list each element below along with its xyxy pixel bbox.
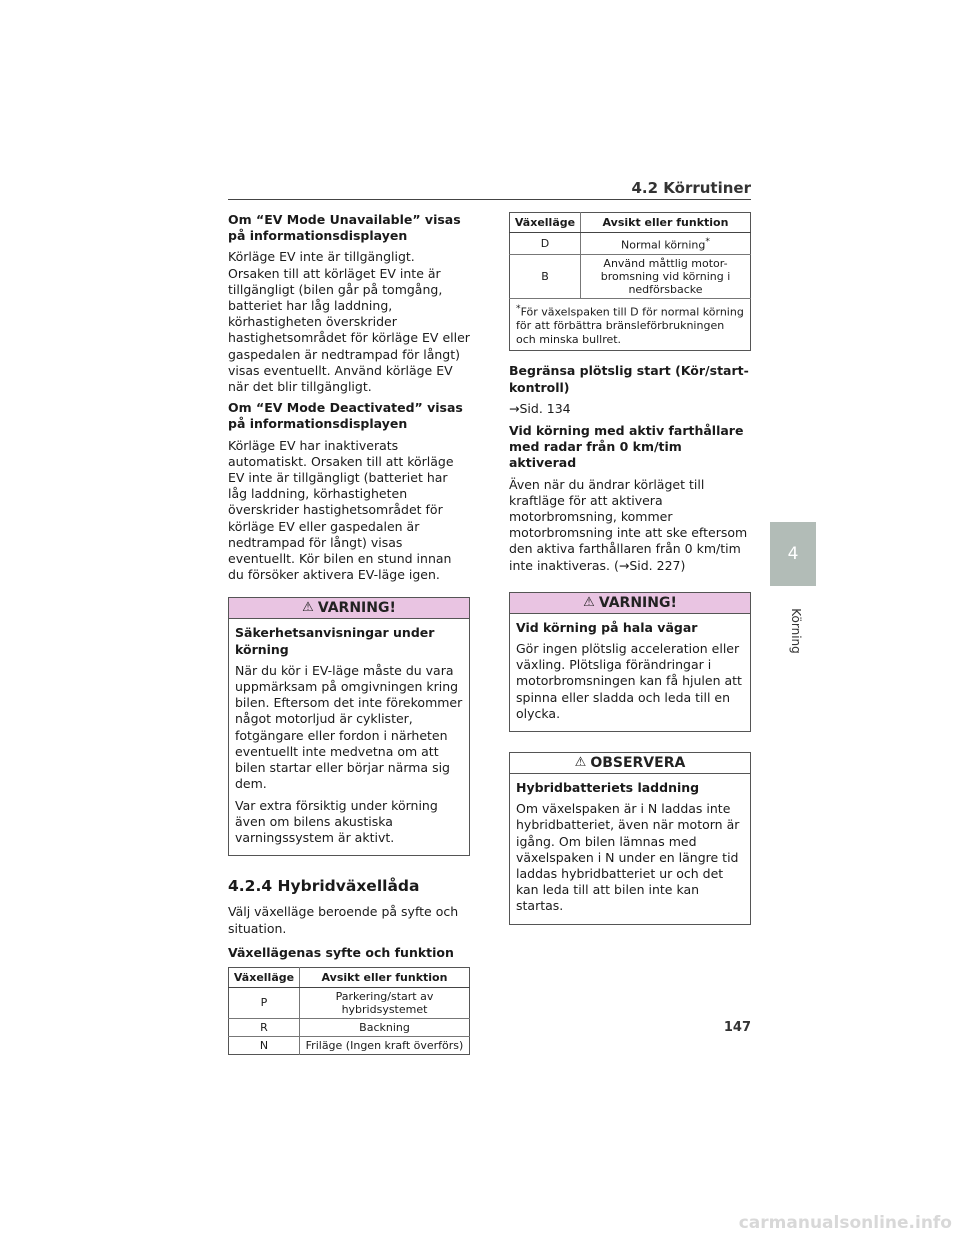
- warning-title: Vid körning på hala vägar: [516, 619, 698, 635]
- cruise-control-text: Även när du ändrar körläget till kraftläge för att aktivera motorbromsning, kommer motorbromsning inte att ske eftersom den aktiva farthållaren från 0 km/tim inte inaktiveras. (→Sid. 227): [509, 476, 748, 573]
- table-footnote: [510, 298, 751, 351]
- watermark: carmanualsonline.info: [738, 1213, 952, 1233]
- chapter-label: Körning: [789, 608, 803, 654]
- warning-header: [510, 593, 750, 614]
- table-row: [229, 1018, 470, 1036]
- sudden-start-heading: Begränsa plötslig start (Kör/start-kontroll): [509, 363, 749, 395]
- section-heading-hybrid-transmission: 4.2.4 Hybridväxellåda: [228, 877, 420, 896]
- warning-text-2: Var extra försiktig under körning även om bilens akustiska varningssystem är aktivt.: [235, 797, 438, 845]
- warning-label: VARNING!: [317, 600, 396, 617]
- gear-mode-cell: P: [229, 987, 300, 1018]
- warning-triangle-icon: ⚠: [302, 600, 314, 616]
- section-title: 4.2 Körrutiner: [631, 179, 751, 197]
- gear-function-text: Normal körning: [621, 238, 706, 252]
- notice-triangle-icon: ⚠: [574, 754, 587, 770]
- warning-label: VARNING!: [598, 594, 677, 611]
- table-row: [510, 254, 751, 298]
- footnote-marker: *: [705, 236, 710, 247]
- gear-function-cell: Backning: [300, 1018, 470, 1036]
- table-header-function: Avsikt eller funktion: [581, 213, 751, 233]
- gear-function-cell: Använd måttlig motor-bromsning vid körning i nedförsbacke: [581, 254, 751, 298]
- chapter-number: 4: [787, 543, 799, 564]
- footnote-text: För växelspaken till D för normal körning för att förbättra bränsleförbrukningen och minska bullret.: [516, 305, 744, 347]
- notice-text: Om växelspaken är i N laddas inte hybridbatteriet, även när motorn är igång. Om bilen lämnas med växelspaken i N under en längre tid laddas hybridbatteriet ur och det kan leda till att bilen inte kan startas.: [516, 801, 740, 914]
- gear-mode-cell: D: [510, 233, 581, 255]
- notice-title: Hybridbatteriets laddning: [516, 779, 700, 795]
- right-column: [509, 212, 751, 925]
- warning-text: Gör ingen plötslig acceleration eller växling. Plötsliga förändringar i motorbromsningen kan få hjulen att spinna eller sladda och leda till en olycka.: [516, 640, 742, 721]
- gear-mode-cell: N: [229, 1036, 300, 1054]
- warning-box-slippery: [509, 592, 751, 732]
- gear-table-left: [228, 967, 470, 1055]
- gear-mode-cell: R: [229, 1018, 300, 1036]
- gear-function-cell: Friläge (Ingen kraft överförs): [300, 1036, 470, 1054]
- gear-table-right: [509, 212, 751, 351]
- cruise-control-heading: Vid körning med aktiv farthållare med radar från 0 km/tim aktiverad: [509, 422, 744, 471]
- table-header-mode: Växelläge: [510, 213, 581, 233]
- transmission-intro: Välj växelläge beroende på syfte och situation.: [228, 904, 459, 936]
- ev-unavailable-text: Körläge EV inte är tillgängligt. Orsaken till att körläget EV inte är tillgängligt (bilen går på tomgång, batteriet har låg laddning, körhastigheten överskrider hastighetsområdet för körläge EV eller gaspedalen är nedtrampad för långt) visas eventuellt. Använd körläge EV när det blir tillgängligt.: [228, 249, 470, 395]
- table-row: [229, 1036, 470, 1054]
- gear-function-cell: [581, 233, 751, 255]
- warning-title: Säkerhetsanvisningar under körning: [235, 625, 435, 657]
- ev-unavailable-heading: Om “EV Mode Unavailable” visas på informationsdisplayen: [228, 212, 461, 244]
- gear-mode-cell: B: [510, 254, 581, 298]
- header-divider: [228, 199, 751, 200]
- table-footnote-row: [510, 298, 751, 351]
- ev-deactivated-text: Körläge EV har inaktiverats automatiskt. Orsaken till att körläge EV inte är tillgängligt (batteriet har låg laddning, körhastigheten överskrider hastighetsområdet för körläge EV eller gaspedalen är nedtrampad för långt) visas eventuellt. Kör bilen en stund innan du försöker aktivera EV-läge igen.: [228, 437, 454, 583]
- notice-label: OBSERVERA: [590, 754, 686, 771]
- notice-box-battery: [509, 752, 751, 925]
- warning-header: [229, 598, 469, 619]
- warning-text-1: När du kör i EV-läge måste du vara uppmärksam på omgivningen kring bilen. Eftersom det inte förekommer något motorljud är cyklister, fotgängare eller fordon i närheten eventuellt inte medvetna om att bilen startar eller börjar närma sig dem.: [235, 662, 463, 792]
- warning-triangle-icon: ⚠: [583, 594, 595, 610]
- footnote-marker: *: [516, 302, 521, 314]
- table-header-function: Avsikt eller funktion: [300, 967, 470, 987]
- ev-deactivated-heading: Om “EV Mode Deactivated” visas på informationsdisplayen: [228, 400, 463, 432]
- table-header-mode: Växelläge: [229, 967, 300, 987]
- table-title: Växellägenas syfte och funktion: [228, 944, 454, 960]
- page-reference-link[interactable]: →Sid. 134: [509, 400, 571, 416]
- warning-box-driving: [228, 597, 470, 856]
- chapter-tab[interactable]: [770, 522, 816, 586]
- page-number: 147: [723, 1020, 751, 1035]
- table-row: [229, 987, 470, 1018]
- table-row: [510, 233, 751, 255]
- gear-function-cell: Parkering/start av hybridsystemet: [300, 987, 470, 1018]
- notice-header: [510, 753, 750, 774]
- left-column: [228, 212, 470, 1055]
